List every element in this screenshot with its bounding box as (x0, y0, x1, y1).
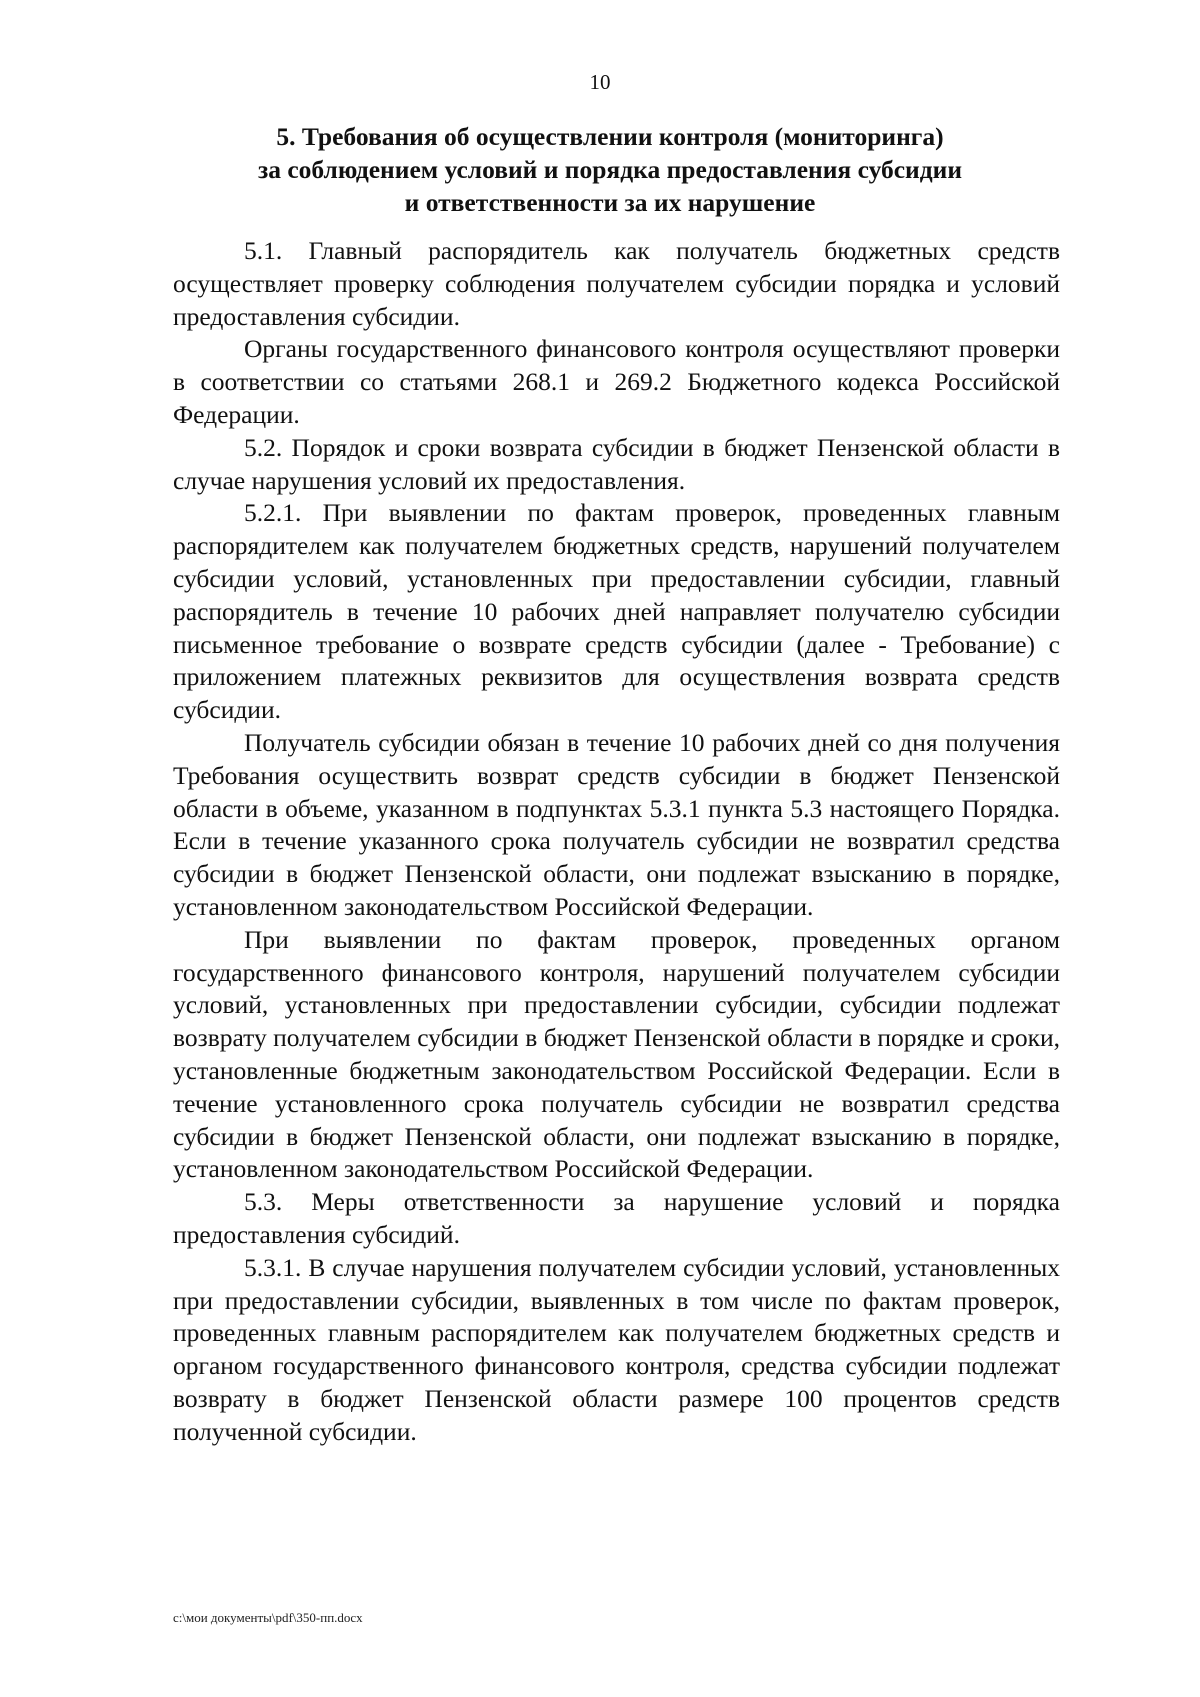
heading-line-3: и ответственности за их нарушение (404, 188, 816, 217)
page-number: 10 (589, 70, 611, 94)
heading-line-1: 5. Требования об осуществлении контроля (мониторинга) (276, 122, 944, 151)
paragraph-5-2: 5.2. Порядок и сроки возврата субсидии в бюджет Пензенской области в случае нарушения условий их предоставления. (173, 432, 1060, 495)
paragraph-control-violations: При выявлении по фактам проверок, проведенных органом государственного финансового контроля, нарушений получателем субсидии условий, установленных при предоставлении субсидии, субсидии подлежат возврату получателем субсидии в бюджет Пензенской области в порядке и сроки, установленные бюджетным законодательством Российской Федерации. Если в течение установленного срока получатель субсидии не возвратил средства субсидии в бюджет Пензенской области, они подлежат взысканию в порядке, установленном законодательством Российской Федерации. (173, 924, 1060, 1184)
paragraph-5-3: 5.3. Меры ответственности за нарушение условий и порядка предоставления субсидий. (173, 1187, 1060, 1249)
paragraph-5-3-1: 5.3.1. В случае нарушения получателем субсидии условий, установленных при предоставлении субсидии, выявленных в том числе по фактам проверок, проведенных главным распорядителем как получателем бюджетных средств и органом государственного финансового контроля, средства субсидии подлежат возврату в бюджет Пензенской области размере 100 процентов средств полученной субсидии. (173, 1252, 1060, 1446)
paragraph-recipient-obligation: Получатель субсидии обязан в течение 10 рабочих дней со дня получения Требования осуществить возврат средств субсидии в бюджет Пензенской области в объеме, указанном в подпунктах 5.3.1 пункта 5.3 настоящего Порядка. Если в течение указанного срока получатель субсидии не возвратил средства субсидии в бюджет Пензенской области, они подлежат взысканию в порядке, установленном законодательством Российской Федерации. (173, 727, 1060, 921)
section-heading (160, 120, 1060, 219)
heading-line-2: за соблюдением условий и порядка предоставления субсидии (257, 155, 963, 184)
paragraph-5-1: 5.1. Главный распорядитель как получатель бюджетных средств осуществляет проверку соблюдения получателем субсидии порядка и условий предоставления субсидии. (173, 236, 1060, 331)
paragraph-5-2-1: 5.2.1. При выявлении по фактам проверок, проведенных главным распорядителем как получателем бюджетных средств, нарушений получателем субсидии условий, установленных при предоставлении субсидии, главный распорядитель в течение 10 рабочих дней направляет получателю субсидии письменное требование о возврате средств субсидии (далее - Требование) с приложением платежных реквизитов для осуществления возврата средств субсидии. (173, 498, 1060, 725)
footer-file-path: c:\мои документы\pdf\350-пп.docx (173, 1610, 363, 1625)
document-body (173, 235, 1060, 1448)
paragraph-financial-control: Органы государственного финансового контроля осуществляют проверки в соответствии со статьями 268.1 и 269.2 Бюджетного кодекса Российской Федерации. (173, 334, 1060, 429)
